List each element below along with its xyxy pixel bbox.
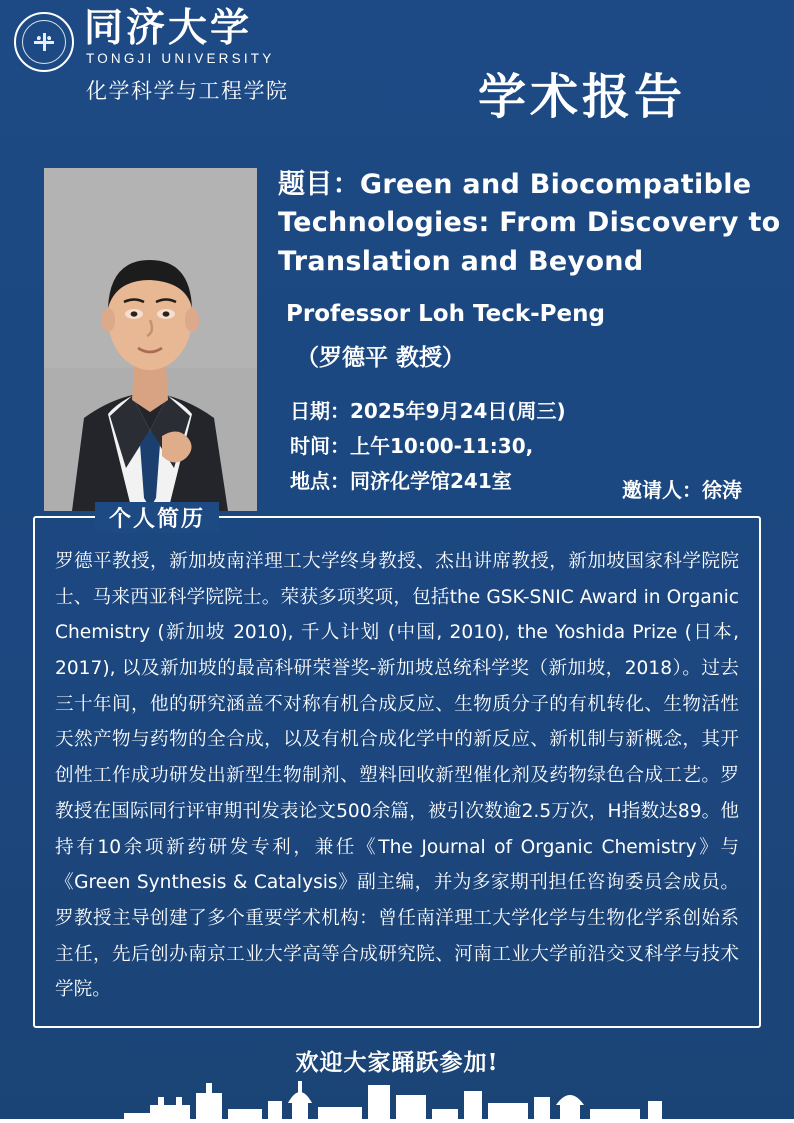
seal-core-icon bbox=[31, 29, 57, 55]
school-name-cn: 化学科学与工程学院 bbox=[86, 78, 289, 103]
university-name-cn: 同济大学 bbox=[84, 5, 253, 51]
poster-header bbox=[0, 0, 794, 140]
speaker-name-en: Professor Loh Teck-Peng bbox=[286, 300, 605, 327]
poster-main bbox=[0, 140, 794, 510]
poster-title: 学术报告 bbox=[477, 69, 686, 125]
university-name-en: TONGJI UNIVERSITY bbox=[86, 50, 275, 66]
talk-time: 时间：上午10:00-11:30, bbox=[290, 433, 534, 458]
talk-date: 日期：2025年9月24日(周三) bbox=[290, 398, 566, 423]
speaker-photo bbox=[44, 168, 257, 511]
bio-section bbox=[33, 507, 761, 1028]
talk-title: 题目：Green and Biocompatible Technologies: From Discovery to Translation and Beyond bbox=[278, 169, 781, 277]
bio-legend: 个人简历 bbox=[95, 502, 219, 533]
university-logo-block bbox=[14, 5, 289, 105]
logo-text-block bbox=[84, 5, 289, 105]
talk-venue: 地点：同济化学馆241室 bbox=[290, 468, 512, 493]
bio-box bbox=[33, 516, 761, 1028]
skyline-graphic bbox=[0, 1075, 794, 1123]
speaker-name-cn: （罗德平 教授） bbox=[296, 344, 466, 371]
talk-info bbox=[278, 166, 784, 502]
bio-text: 罗德平教授，新加坡南洋理工大学终身教授、杰出讲席教授，新加坡国家科学院院士、马来西亚科学院院士。荣获多项奖项，包括the GSK-SNIC Award in Organic Chemistry (新加坡 2010), 千人计划 (中国, 2010), the Yoshida Prize (日本, 2017), 以及新加坡的最高科研荣誉奖-新加坡总统科学奖（新加坡，2018）。过去三十年间，他的研究涵盖不对称有机合成反应、生物质分子的有机转化、生物活性天然产物与药物的全合成，以及有机合成化学中的新反应、新机制与新概念，其开创性工作成功研发出新型生物制剂、塑料回收新型催化剂及药物绿色合成工艺。罗教授在国际同行评审期刊发表论文500余篇，被引次数逾2.5万次，H指数达89。他持有10余项新药研发专利，兼任《The Journal of Organic Chemistry》与《Green Synthesis & Catalysis》副主编，并为多家期刊担任咨询委员会成员。罗教授主导创建了多个重要学术机构：曾任南洋理工大学化学与生物化学系创始系主任，先后创办南京工业大学高等合成研究院、河南工业大学前沿交叉科学与技术学院。 bbox=[55, 551, 739, 1001]
tongji-seal-icon bbox=[14, 12, 74, 72]
talk-inviter: 邀请人：徐涛 bbox=[622, 477, 742, 502]
welcome-note: 欢迎大家踊跃参加! bbox=[295, 1048, 499, 1076]
